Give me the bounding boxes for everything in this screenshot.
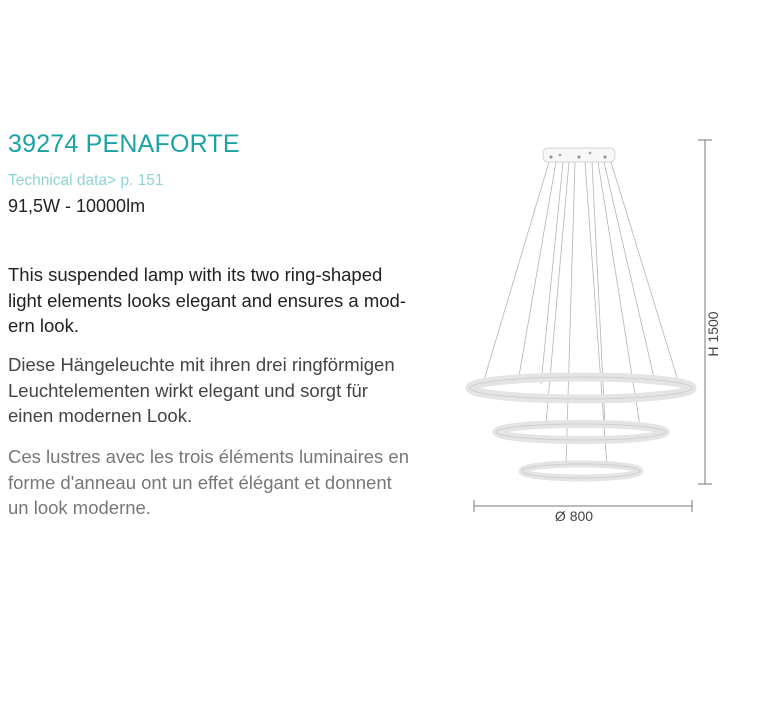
height-label: H 1500: [705, 311, 721, 357]
description-line: Ces lustres avec les trois éléments luminaires en: [8, 446, 409, 467]
description-line: un look moderne.: [8, 497, 151, 518]
power-spec: 91,5W - 10000lm: [8, 196, 146, 216]
description-line: ern look.: [8, 315, 79, 336]
lamp-rings: [470, 377, 692, 478]
description-line: Diese Hängeleuchte mit ihren drei ringförmigen: [8, 354, 395, 375]
description-line: Leuchtelementen wirkt elegant und sorgt für: [8, 379, 368, 401]
technical-data-link[interactable]: Technical data> p. 151: [8, 172, 164, 189]
description-line: This suspended lamp with its two ring-shaped: [8, 264, 383, 285]
description-line: einen modernen Look.: [8, 405, 193, 426]
diameter-label: Ø 800: [554, 508, 594, 524]
product-title: 39274 PENAFORTE: [8, 130, 240, 158]
description-line: forme d'anneau ont un effet élégant et donnent: [8, 471, 392, 493]
description-line: light elements looks elegant and ensures a mod-: [8, 289, 406, 311]
lamp-canopy: [543, 148, 615, 162]
